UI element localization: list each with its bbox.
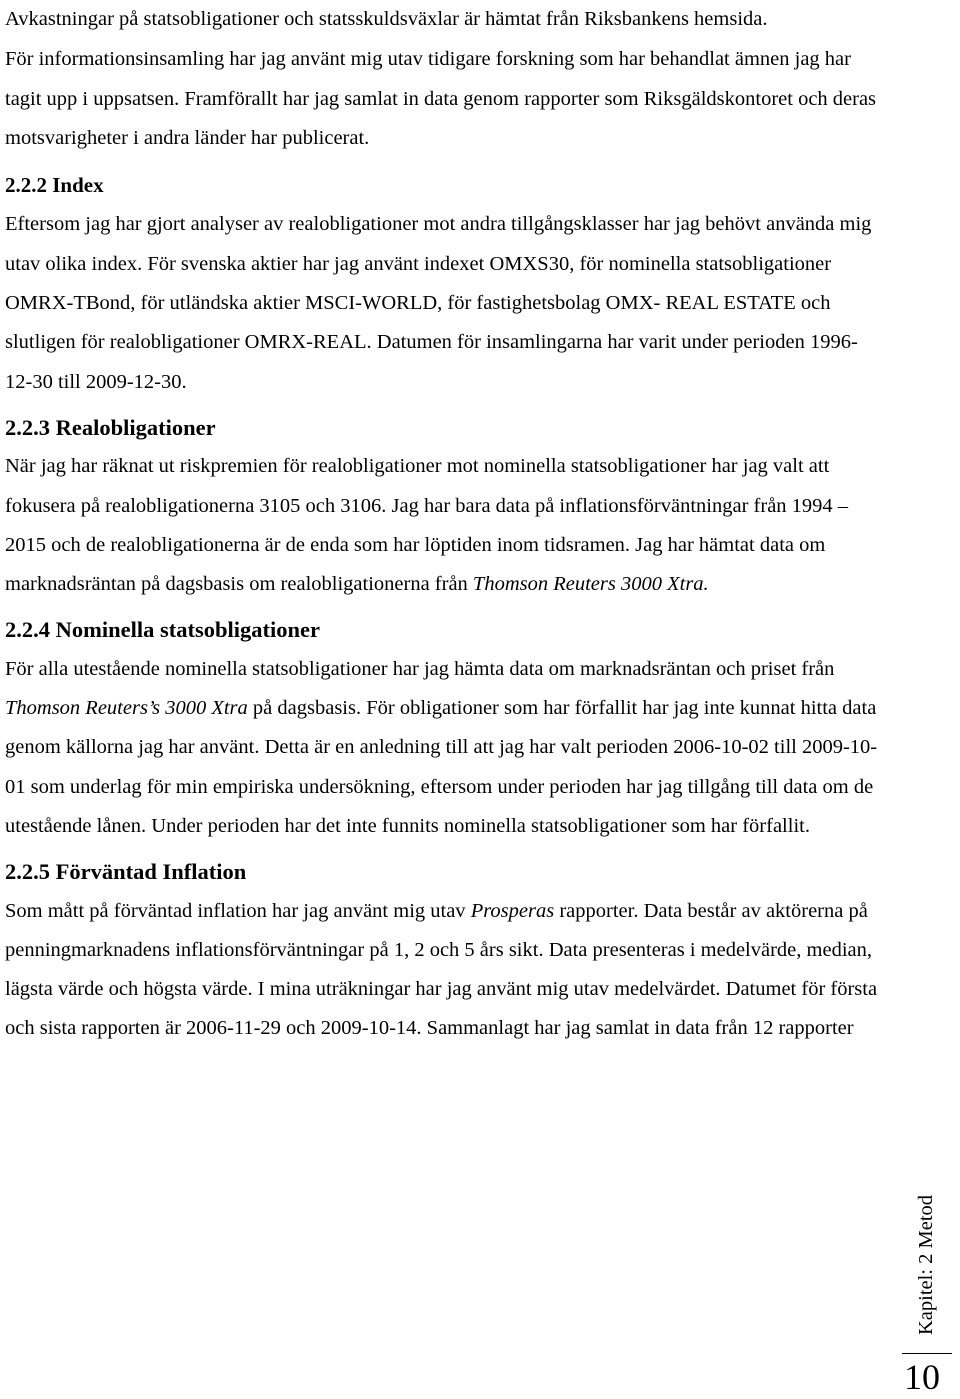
paragraph-intro-2: För informationsinsamling har jag använt mig utav tidigare forskning som har behandlat ämnen jag har tagit upp i uppsatsen. Framförallt har jag samlat in data genom rapporter som Riksgäldskontoret och deras motsvarigheter i andra länder har publicerat.: [5, 48, 877, 149]
source-name-italic: Thomson Reuters’s 3000 Xtra: [5, 697, 248, 720]
source-name-italic: Thomson Reuters 3000 Xtra.: [472, 573, 709, 596]
text-run: När jag har räknat ut riskpremien för realobligationer mot nominella statsobligationer har jag valt att fokusera på realobligationerna 3105 och 3106. Jag har bara data på inflationsförväntningar från 1994 – 2015 och de realobligationerna är de enda som har löptiden inom tidsramen. Jag har hämtat data om marknadsräntan på dagsbasis om realobligationerna från: [5, 455, 849, 596]
footer-divider: [902, 1353, 952, 1354]
text-run: på dagsbasis. För obligationer som har förfallit har jag inte kunnat hitta data genom källorna jag har använt. Detta är en anledning till att jag har valt perioden 2006-10-02 till 2009-10-01 som underlag för min empiriska undersökning, eftersom under perioden har jag tillgång till data om de utestående lånen. Under perioden har det inte funnits nominella statsobligationer som har förfallit.: [5, 697, 878, 837]
section-heading-realobligationer: 2.2.3 Realobligationer: [5, 414, 216, 440]
section-heading-nominella: 2.2.4 Nominella statsobligationer: [5, 617, 320, 643]
section-body-realobligationer: [5, 447, 885, 604]
text-run: rapporter. Data består av aktörerna på penningmarknadens inflationsförväntningar på 1, 2 och 5 års sikt. Data presenteras i medelvärde, median, lägsta värde och högsta värde. I mina uträkningar har jag använt mig utav medelvärdet. Datumet för första och sista rapporten är 2006-11-29 och 2009-10-14. Sammanlagt har jag samlat in data från 12 rapporter: [5, 899, 878, 1040]
text-run: Som mått på förväntad inflation har jag använt mig utav: [5, 899, 471, 922]
section-heading-inflation: 2.2.5 Förväntad Inflation: [5, 859, 247, 885]
document-page: [5, 0, 885, 1049]
paragraph-intro-1: Avkastningar på statsobligationer och statsskuldsväxlar är hämtat från Riksbankens hemsida.: [5, 8, 768, 30]
section-heading-index: 2.2.2 Index: [5, 173, 104, 198]
section-body-nominella: [5, 650, 885, 846]
source-name-italic: Prosperas: [470, 899, 555, 922]
section-body-index: Eftersom jag har gjort analyser av realobligationer mot andra tillgångsklasser har jag behövt använda mig utav olika index. För svenska aktier har jag använt indexet OMXS30, för nominella statsobligationer OMRX-TBond, för utländska aktier MSCI-WORLD, för fastighetsbolag OMX- REAL ESTATE och slutligen för realobligationer OMRX-REAL. Datumen för insamlingarna har varit under perioden 1996-12-30 till 2009-12-30.: [5, 213, 872, 393]
text-run: För alla utestående nominella statsobligationer har jag hämta data om marknadsräntan och priset från: [5, 657, 835, 680]
page-number: 10: [904, 1357, 940, 1397]
chapter-label-container: [905, 1185, 947, 1345]
chapter-label: Kapitel: 2 Metod: [915, 1194, 937, 1336]
section-body-inflation: [5, 892, 885, 1049]
spacer: [5, 158, 885, 166]
